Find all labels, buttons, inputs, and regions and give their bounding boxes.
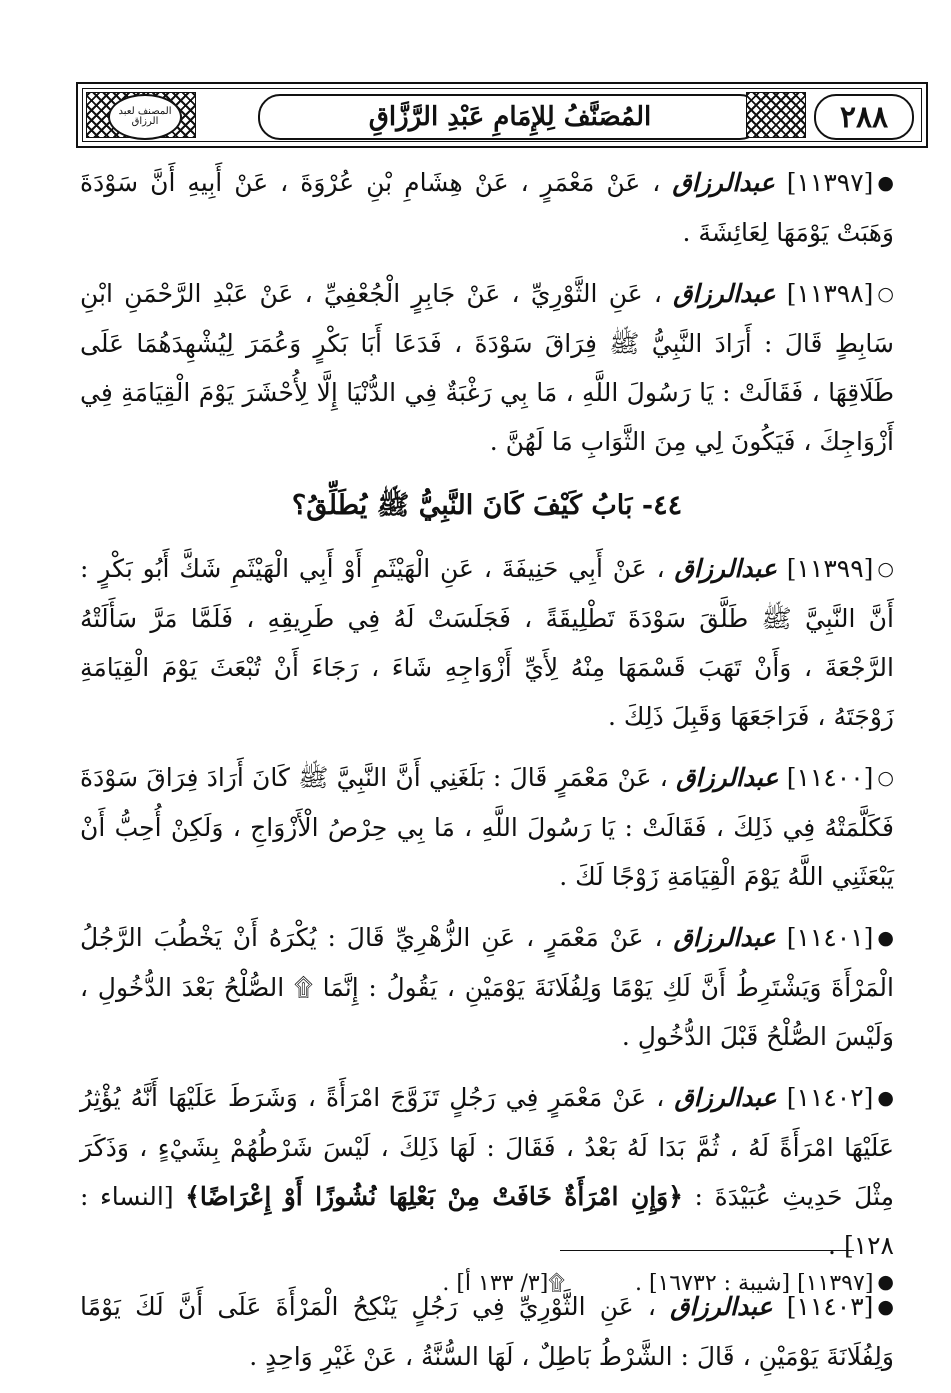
hadith-number: [١١٤٠٣]	[786, 1292, 874, 1321]
bullet-filled: ●	[877, 1296, 894, 1318]
chapter-heading: ٤٤- بَابُ كَيْفَ كَانَ النَّبِيُّ ﷺ يُطَلِّقُ؟	[291, 490, 683, 521]
author-name: عبدالرزاق	[676, 763, 779, 792]
hadith-number: [١١٣٩٧]	[786, 168, 874, 197]
hadith-text: ، عَنْ أَبِي حَنِيفَةَ ، عَنِ الْهَيْثَمِ أَوْ أَبِي الْهَيْثَمِ شَكَّ أَبُو بَكْرٍ : أَنَّ النَّبِيَّ ﷺ طَلَّقَ سَوْدَةَ تَطْلِيقَةً ، فَجَلَسَتْ لَهُ فِي طَرِيقِهِ ، فَلَمَّا مَرَّ سَأَلَتْهُ الرَّجْعَةَ ، وَأَنْ تَهَبَ قَسْمَهَا مِنْهُ لِأَيِّ أَزْوَاجِهِ شَاءَ ، رَجَاءَ أَنْ تُبْعَثَ يَوْمَ الْقِيَامَةِ زَوْجَتَهُ ، فَرَاجَعَهَا وَقَبِلَ ذَلِكَ .	[80, 554, 894, 731]
footnote	[300, 1262, 894, 1304]
bullet-filled: ●	[877, 927, 894, 949]
page-number: ٢٨٨	[814, 94, 914, 140]
hadith-number: [١١٣٩٨]	[786, 279, 874, 308]
hadith-11400	[80, 753, 894, 901]
hadith-number: [١١٤٠٢]	[786, 1083, 874, 1112]
hadith-11397	[80, 158, 894, 257]
author-name: عبدالرزاق	[670, 1292, 773, 1321]
bullet-filled: ●	[877, 172, 894, 194]
bullet-hollow: ○	[877, 558, 894, 580]
hadith-text: ، عَنْ مَعْمَرٍ قَالَ : بَلَغَنِي أَنَّ النَّبِيَّ ﷺ كَانَ أَرَادَ فِرَاقَ سَوْدَةَ فَكَلَّمَتْهُ فِي ذَلِكَ ، فَقَالَتْ : يَا رَسُولَ اللَّهِ ، مَا بِي حِرْصُ الْأَزْوَاجِ ، وَلَكِنْ أُحِبُّ أَنْ يَبْعَثَنِي اللَّهُ يَوْمَ الْقِيَامَةِ زَوْجًا لَكَ .	[80, 763, 894, 891]
ornament-right	[746, 92, 806, 138]
hadith-text: ، عَنِ الثَّوْرِيِّ فِي رَجُلٍ يَنْكِحُ الْمَرْأَةَ عَلَى أَنَّ لَكَ يَوْمًا وَلِفُلَانَةَ يَوْمَيْنِ ، قَالَ : الشَّرْطُ بَاطِلٌ ، لَهَا السُّنَّةُ ، عَنْ غَيْرِ وَاحِدٍ .	[80, 1292, 894, 1371]
bullet-hollow: ○	[877, 767, 894, 789]
author-name: عبدالرزاق	[674, 554, 777, 583]
hadith-text: ، عَنْ مَعْمَرٍ ، عَنْ هِشَامِ بْنِ عُرْوَةَ ، عَنْ أَبِيهِ أَنَّ سَوْدَةَ وَهَبَتْ يَوْمَهَا لِعَائِشَةَ .	[80, 168, 894, 247]
hadith-11398	[80, 269, 894, 466]
bullet-filled: ●	[877, 1087, 895, 1109]
author-name: عبدالرزاق	[673, 279, 776, 308]
hadith-text: ، عَنْ مَعْمَرٍ فِي رَجُلٍ تَزَوَّجَ امْرَأَةً ، وَشَرَطَ عَلَيْهَا أَنَّهُ يُؤْثِرُ عَلَيْهَا امْرَأَةً لَهُ ، ثُمَّ بَدَا لَهُ بَعْدُ ، فَقَالَ : لَهَا ذَلِكَ ، لَيْسَ شَرْطُهُمْ بِشَيْءٍ ، وَذَكَرَ مِثْلَ حَدِيثِ عُبَيْدَةَ :	[80, 1083, 895, 1211]
page-header	[76, 82, 928, 148]
hadith-number: [١١٤٠١]	[786, 923, 874, 952]
author-name: عبدالرزاق	[672, 168, 775, 197]
manuscript-reference: ۩[٣/ ١٣٣ أ] .	[442, 1271, 566, 1296]
hadith-text: ، عَنْ مَعْمَرٍ ، عَنِ الزُّهْرِيِّ قَالَ : يُكْرَهُ أَنْ يَخْطُبَ الرَّجُلُ الْمَرْأَةَ وَيَشْتَرِطُ أَنَّ لَكِ يَوْمًا وَلِفُلَانَةَ يَوْمَيْنِ ، يَقُولُ : إِنَّمَا ۩ الصُّلْحُ بَعْدَ الدُّخُولِ ، وَلَيْسَ الصُّلْحُ قَبْلَ الدُّخُولِ .	[80, 923, 894, 1051]
hadith-11402	[80, 1073, 894, 1270]
hadith-number: [١١٤٠٠]	[786, 763, 874, 792]
verse-reference: [النساء : ١٢٨] .	[80, 1182, 894, 1260]
bullet-filled: ●	[877, 1271, 894, 1293]
book-logo-medallion: المصنف لعبد الرزاق	[108, 94, 182, 140]
footnote-text: [١١٣٩٧] [شيبة : ١٦٧٣٢] .	[634, 1271, 874, 1296]
hadith-number: [١١٣٩٩]	[786, 554, 874, 583]
quran-verse: ﴿وَإِنِ امْرَأَةٌ خَافَتْ مِنْ بَعْلِهَا نُشُوزًا أَوْ إِعْرَاضًا﴾	[185, 1182, 683, 1211]
running-title: المُصَنَّفُ لِلإِمَامِ عَبْدِ الرَّزَّاقِ	[258, 94, 762, 140]
hadith-11399	[80, 544, 894, 741]
author-name: عبدالرزاق	[673, 923, 776, 952]
page-body	[80, 158, 894, 1393]
hadith-11401	[80, 913, 894, 1061]
footnote-divider	[560, 1250, 854, 1251]
bullet-hollow: ○	[877, 283, 894, 305]
author-name: عبدالرزاق	[674, 1083, 777, 1112]
hadith-text: ، عَنِ الثَّوْرِيِّ ، عَنْ جَابِرٍ الْجُعْفِيِّ ، عَنْ عَبْدِ الرَّحْمَنِ ابْنِ سَابِطٍ قَالَ : أَرَادَ النَّبِيُّ ﷺ فِرَاقَ سَوْدَةَ ، فَدَعَا أَبَا بَكْرٍ وَعُمَرَ لِيُشْهِدَهُمَا عَلَى طَلَاقِهَا ، فَقَالَتْ : يَا رَسُولَ اللَّهِ ، مَا بِي رَغْبَةٌ فِي الدُّنْيَا إِلَّا لِأُحْشَرَ يَوْمَ الْقِيَامَةِ فِي أَزْوَاجِكَ ، فَيَكُونَ لِي مِنَ الثَّوَابِ مَا لَهُنَّ .	[80, 279, 894, 456]
